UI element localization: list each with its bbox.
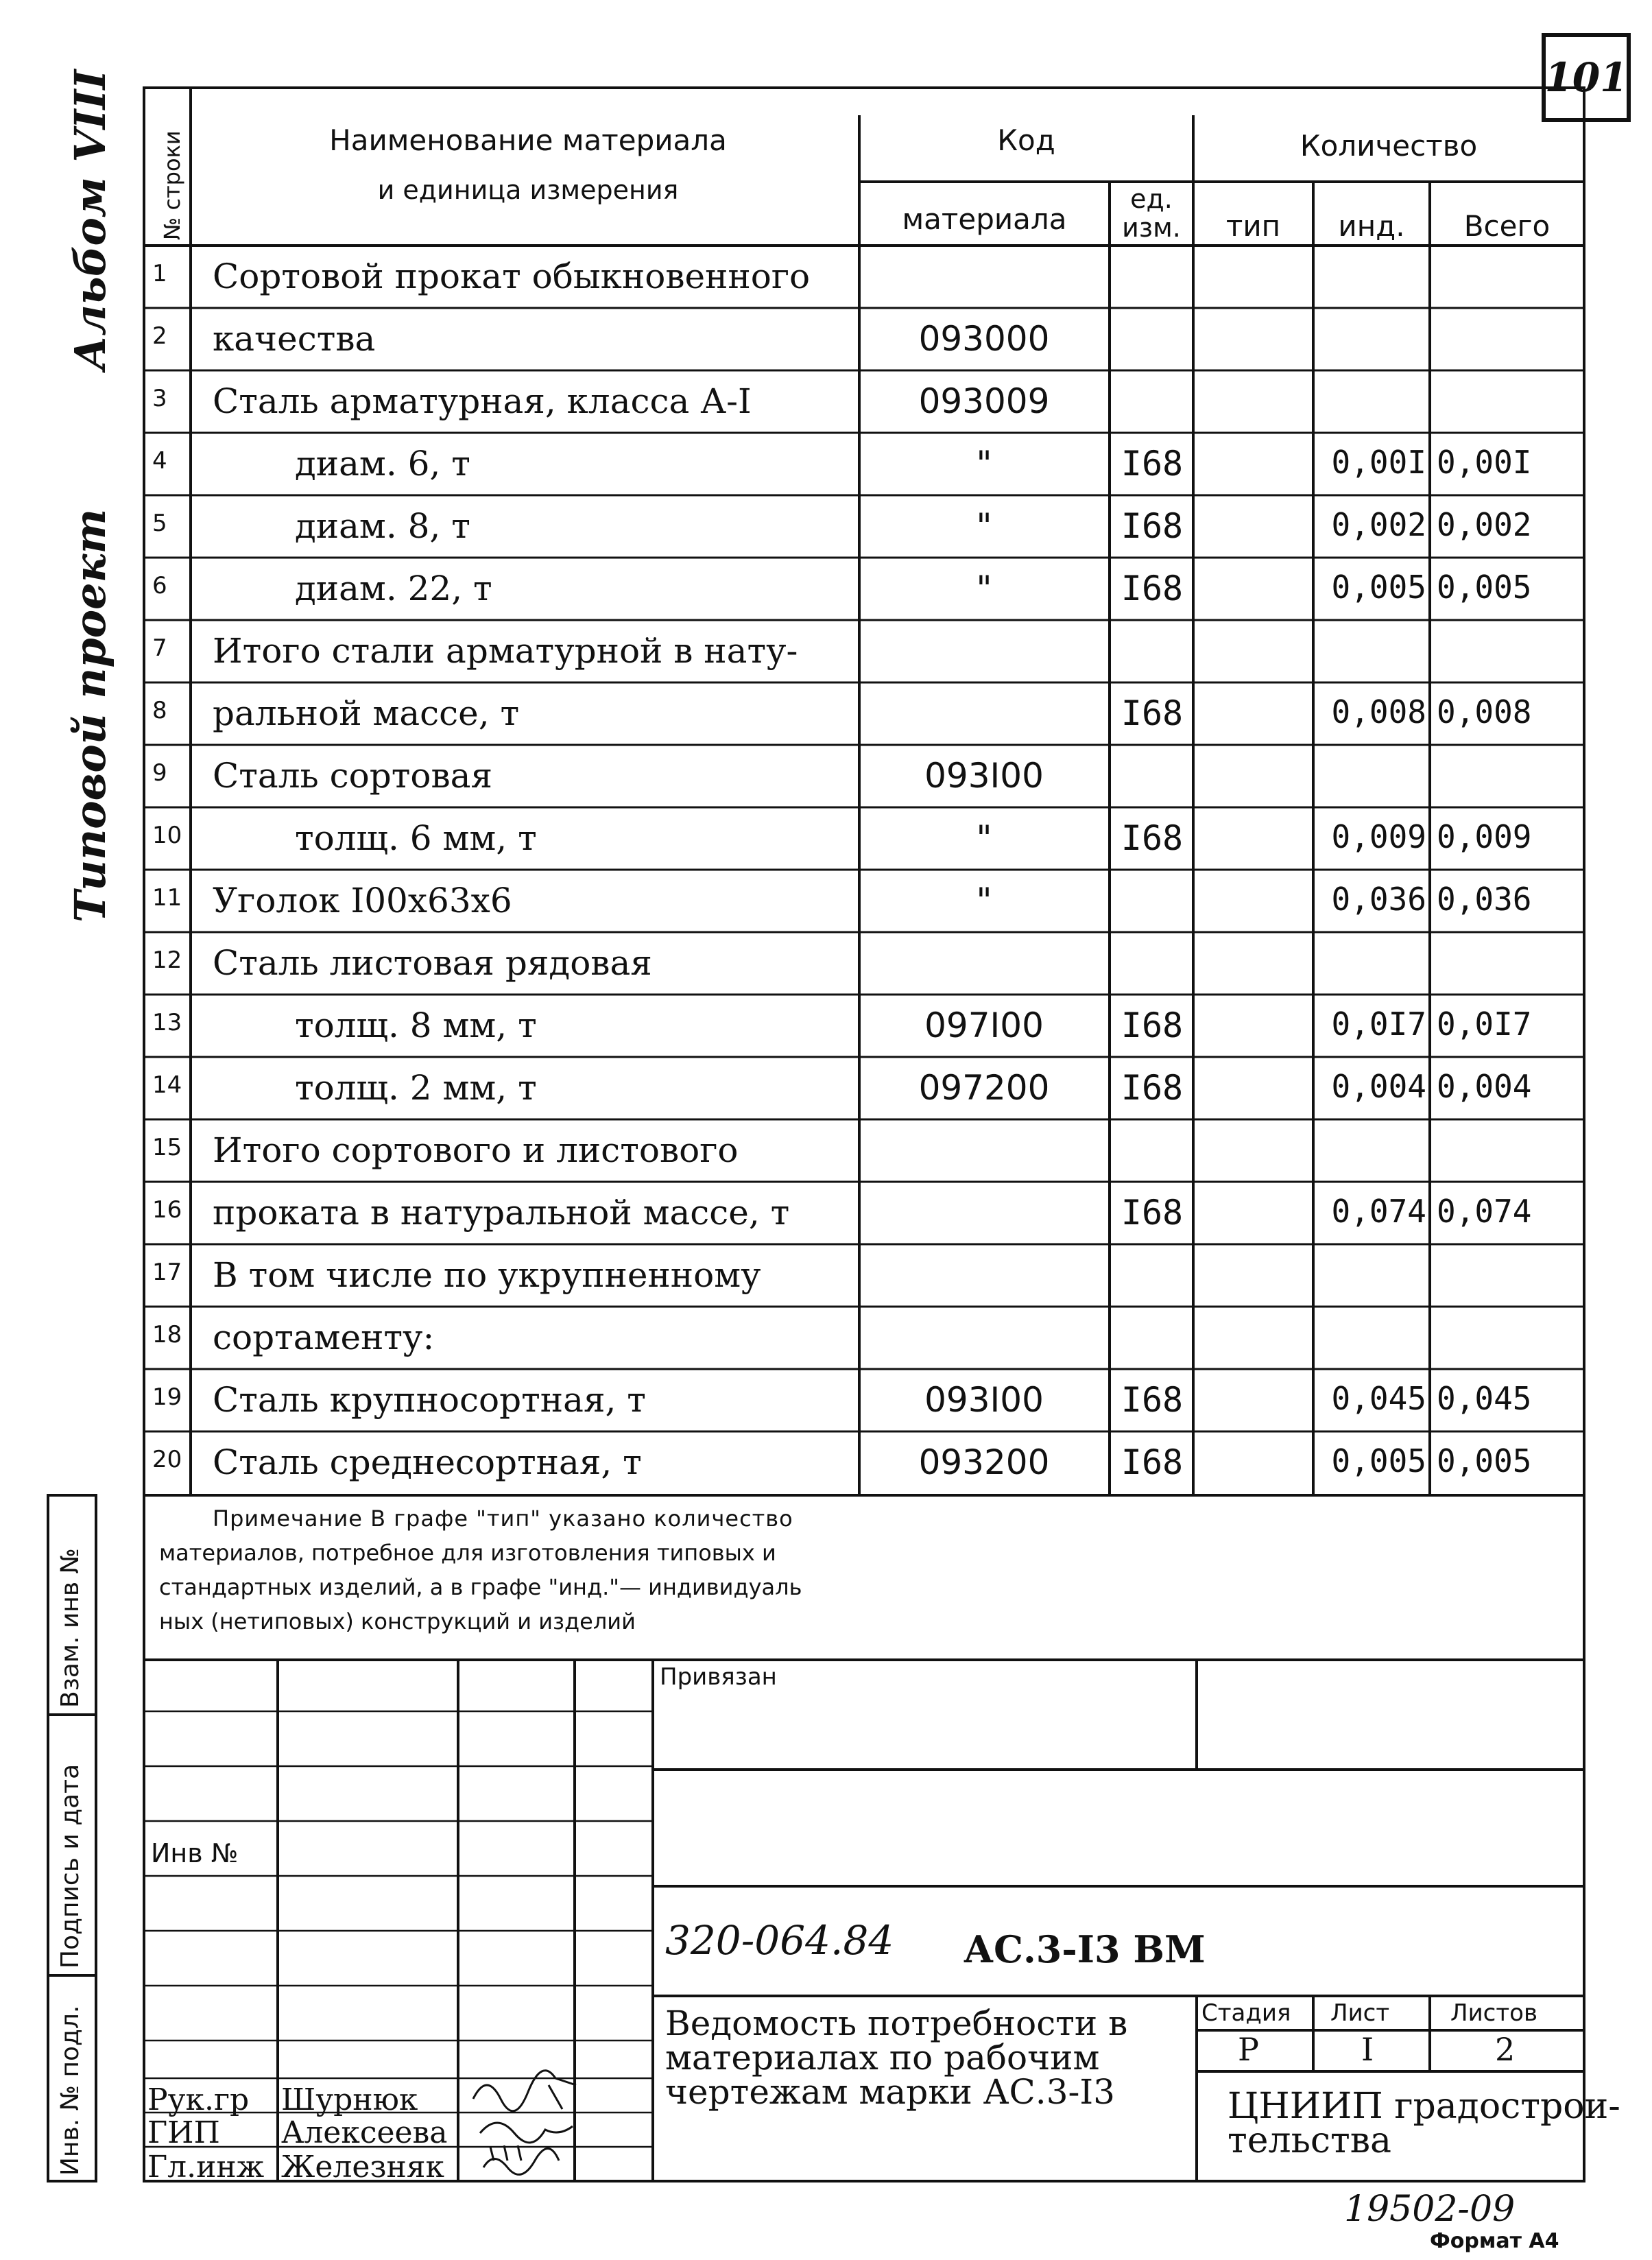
material-name: Уголок I00x63x6 [213, 881, 512, 920]
qty-ind: 0,045 [1331, 1380, 1426, 1417]
vzam-inv-label: Взам. инв № [56, 1548, 84, 1708]
material-name: Сортовой прокат обыкновенного [213, 257, 811, 296]
note-line3: стандартных изделий, а в графе "инд."— индивидуаль [159, 1574, 802, 1600]
unit-code: I68 [1121, 569, 1184, 608]
row-number: 12 [152, 947, 182, 974]
qty-total: 0,002 [1437, 506, 1532, 543]
row-number: 15 [152, 1134, 182, 1161]
person-3: Железняк [281, 2150, 445, 2185]
material-name: диам. 8, т [295, 506, 470, 546]
note-line2: материалов, потребное для изготовления типовых и [159, 1540, 776, 1566]
qty-total: 0,00I [1437, 444, 1532, 481]
row-number: 4 [152, 447, 167, 475]
title-line2: материалах по рабочим [665, 2038, 1100, 2078]
qty-ind: 0,005 [1331, 569, 1426, 606]
title-line3: чертежам марки АС.3-I3 [665, 2072, 1115, 2112]
name-header-line2: и единица измерения [377, 175, 679, 205]
total-header: Всего [1463, 209, 1551, 243]
album-label: Альбом VIII [65, 69, 115, 370]
material-code: 093000 [918, 319, 1050, 359]
qty-ind: 0,009 [1331, 818, 1426, 855]
material-code: 093I00 [924, 756, 1044, 796]
note-line1: Примечание В графе "тип" указано количество [213, 1506, 793, 1532]
doc-code: АС.3-I3 ВМ [963, 1927, 1206, 1971]
row-number: 13 [152, 1009, 182, 1036]
qty-total: 0,074 [1437, 1193, 1532, 1230]
unit-code: I68 [1121, 1068, 1184, 1108]
qty-header: Количество [1300, 129, 1478, 163]
row-number: 6 [152, 572, 167, 599]
material-header: материала [902, 202, 1067, 236]
podpis-label: Подпись и дата [56, 1763, 84, 1968]
material-name: Сталь крупносортная, т [213, 1380, 646, 1420]
row-number-header: № строки [159, 130, 185, 240]
sheets-label: Листов [1450, 1999, 1538, 2027]
row-number: 8 [152, 697, 167, 724]
org-line1: ЦНИИП градострои- [1228, 2086, 1620, 2127]
unit-code: I68 [1121, 1380, 1184, 1420]
qty-total: 0,036 [1437, 881, 1532, 918]
role-2: ГИП [147, 2115, 220, 2150]
material-name: проката в натуральной массе, т [213, 1193, 790, 1233]
material-name: толщ. 2 мм, т [295, 1068, 537, 1108]
material-code: 093200 [918, 1442, 1050, 1482]
unit-code: I68 [1121, 444, 1184, 484]
unit-code: I68 [1121, 1193, 1184, 1233]
material-code: 097200 [918, 1068, 1050, 1108]
inv-no-label: Инв № [151, 1838, 239, 1868]
row-number: 17 [152, 1259, 182, 1286]
qty-total: 0,004 [1437, 1068, 1532, 1105]
ind-header: инд. [1338, 209, 1405, 243]
org-line2: тельства [1228, 2120, 1392, 2161]
code-header: Код [997, 123, 1055, 157]
material-code: 097I00 [924, 1006, 1044, 1045]
qty-total: 0,009 [1437, 818, 1532, 855]
inv-podl-label: Инв. № подл. [56, 2005, 84, 2176]
material-name: диам. 22, т [295, 569, 492, 608]
qty-total: 0,008 [1437, 693, 1532, 730]
row-number: 11 [152, 884, 182, 912]
material-name: ральной массе, т [213, 693, 520, 733]
project-label: Типовой проект [65, 508, 115, 923]
row-number: 14 [152, 1071, 182, 1099]
qty-total: 0,0I7 [1437, 1006, 1532, 1043]
sheet-label: Лист [1330, 1999, 1390, 2027]
unit-code: I68 [1121, 506, 1184, 546]
row-number: 18 [152, 1321, 182, 1348]
footer-number: 19502-09 [1344, 2189, 1516, 2230]
privyazan-label: Привязан [660, 1663, 777, 1691]
material-code: " [976, 818, 992, 858]
material-name: Сталь арматурная, класса А-I [213, 381, 752, 421]
page-number: 101 [1542, 33, 1631, 122]
unit-code: I68 [1121, 1006, 1184, 1045]
material-name: Сталь среднесортная, т [213, 1442, 642, 1482]
material-code: 093I00 [924, 1380, 1044, 1420]
unit-header-2: изм. [1122, 213, 1181, 243]
material-name: диам. 6, т [295, 444, 470, 484]
format-label: Формат А4 [1430, 2229, 1559, 2253]
row-number: 16 [152, 1196, 182, 1224]
sheet-value: I [1361, 2031, 1374, 2068]
sheets-value: 2 [1495, 2031, 1516, 2068]
role-1: Рук.гр [147, 2082, 250, 2117]
title-line1: Ведомость потребности в [665, 2003, 1128, 2043]
material-name: качества [213, 319, 376, 359]
qty-total: 0,045 [1437, 1380, 1532, 1417]
stage-label: Стадия [1201, 1999, 1291, 2027]
material-name: сортаменту: [213, 1318, 435, 1357]
qty-ind: 0,005 [1331, 1442, 1426, 1479]
qty-total: 0,005 [1437, 1442, 1532, 1479]
qty-ind: 0,0I7 [1331, 1006, 1426, 1043]
person-2: Алексеева [281, 2115, 448, 2150]
row-number: 19 [152, 1383, 182, 1411]
material-code: 093009 [918, 381, 1050, 421]
type-header: тип [1225, 209, 1281, 243]
material-code: " [976, 569, 992, 608]
material-name: Итого стали арматурной в нату- [213, 631, 798, 671]
role-3: Гл.инж [147, 2150, 265, 2185]
stage-value: Р [1238, 2031, 1259, 2068]
row-number: 7 [152, 634, 167, 662]
material-name: Сталь сортовая [213, 756, 492, 796]
unit-code: I68 [1121, 1442, 1184, 1482]
row-number: 2 [152, 322, 167, 350]
row-number: 9 [152, 759, 167, 787]
qty-total: 0,005 [1437, 569, 1532, 606]
unit-code: I68 [1121, 693, 1184, 733]
row-number: 5 [152, 510, 167, 537]
material-code: " [976, 881, 992, 920]
name-header-line1: Наименование материала [329, 123, 727, 157]
material-name: В том числе по укрупненному [213, 1255, 761, 1295]
material-code: " [976, 444, 992, 484]
qty-ind: 0,036 [1331, 881, 1426, 918]
row-number: 1 [152, 260, 167, 287]
row-number: 10 [152, 822, 182, 849]
qty-ind: 0,008 [1331, 693, 1426, 730]
unit-header-1: ед. [1130, 184, 1173, 214]
material-name: толщ. 8 мм, т [295, 1006, 537, 1045]
row-number: 20 [152, 1446, 182, 1473]
qty-ind: 0,004 [1331, 1068, 1426, 1105]
person-1: Шурнюк [281, 2082, 418, 2117]
unit-code: I68 [1121, 818, 1184, 858]
qty-ind: 0,002 [1331, 506, 1426, 543]
material-code: " [976, 506, 992, 546]
handwritten-number: 320-064.84 [665, 1917, 894, 1964]
material-name: Итого сортового и листового [213, 1130, 739, 1170]
material-name: толщ. 6 мм, т [295, 818, 537, 858]
qty-ind: 0,00I [1331, 444, 1426, 481]
material-name: Сталь листовая рядовая [213, 943, 652, 983]
row-number: 3 [152, 385, 167, 412]
signatures [473, 2071, 576, 2175]
note-line4: ных (нетиповых) конструкций и изделий [159, 1608, 636, 1634]
qty-ind: 0,074 [1331, 1193, 1426, 1230]
